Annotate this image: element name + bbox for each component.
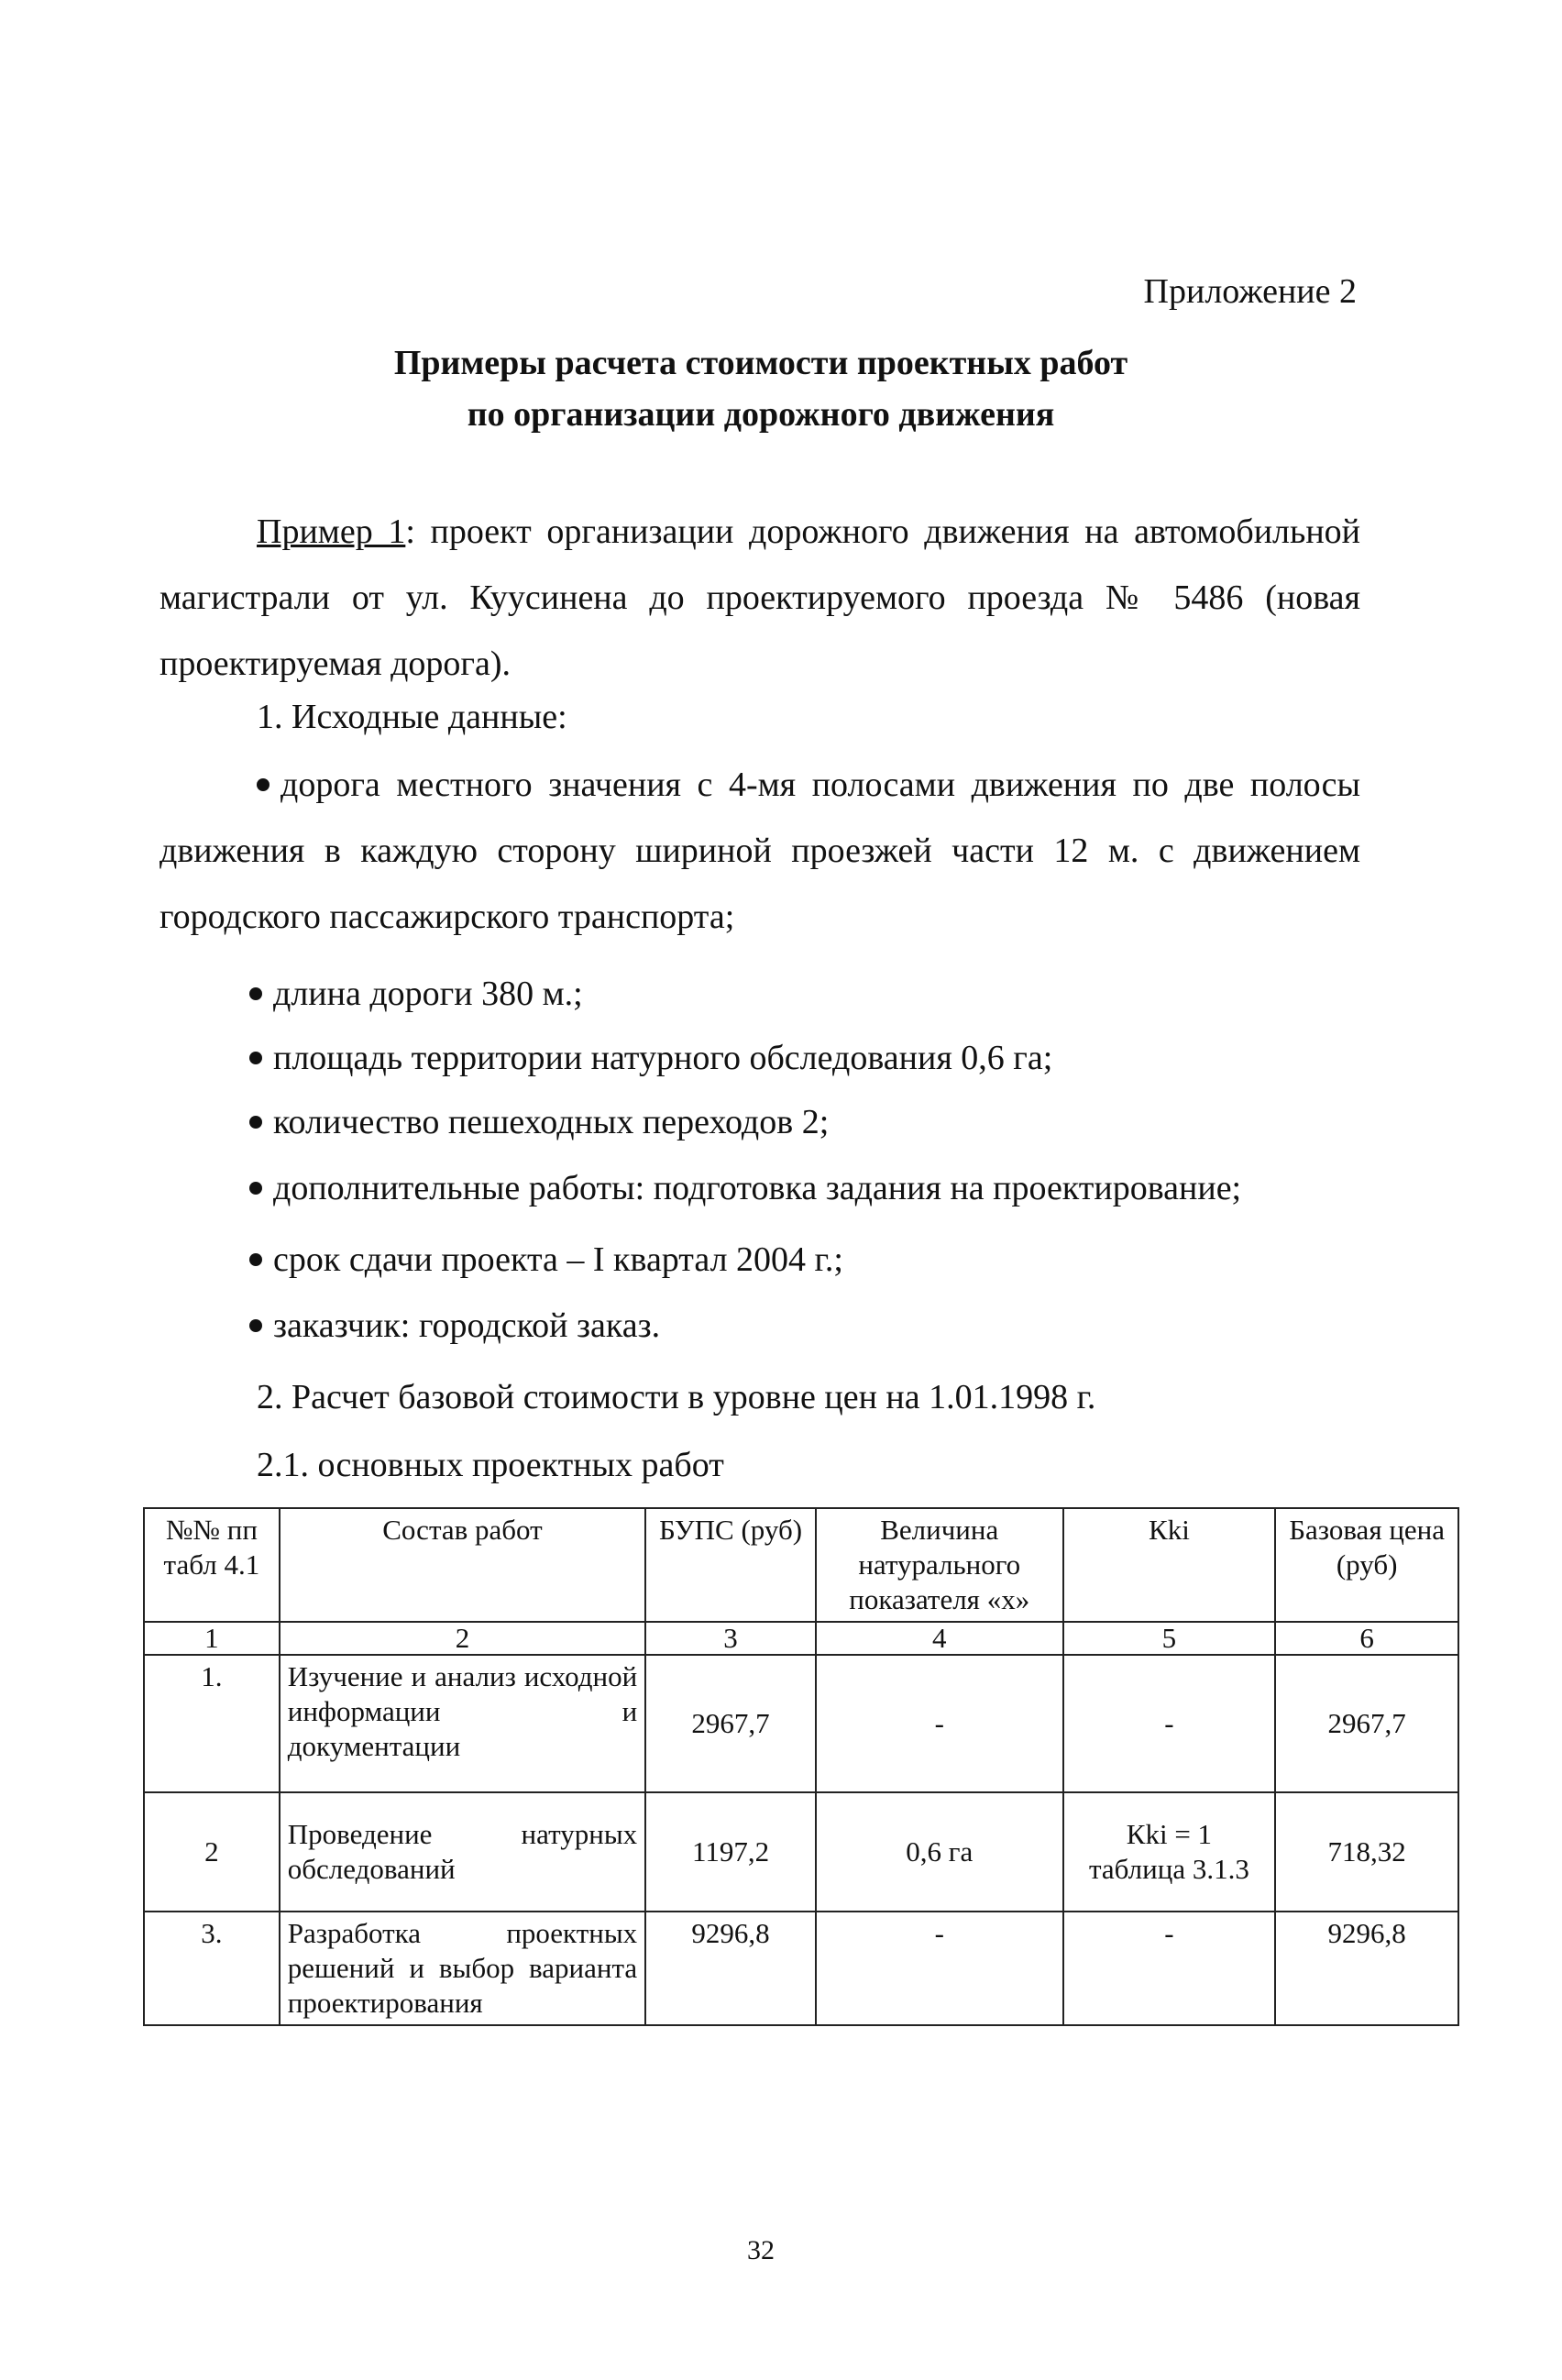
header-bups: БУПС (руб): [645, 1508, 816, 1622]
bullet-item: [249, 1161, 1360, 1216]
section-2-heading: 2. Расчет базовой стоимости в уровне цен на 1.01.1998 г.: [257, 1378, 1096, 1416]
row-coefficient-value: Кki = 1: [1126, 1818, 1213, 1850]
row-base-price: 9296,8: [1275, 1912, 1458, 2025]
bullet-item: [249, 1232, 1360, 1287]
table-row: [144, 1912, 1458, 2025]
row-work: Проведение натурных обследований: [280, 1792, 645, 1912]
header-work: Состав работ: [280, 1508, 645, 1622]
table-row: [144, 1792, 1458, 1912]
row-value: 0,6 га: [816, 1792, 1063, 1912]
row-base-price: 718,32: [1275, 1792, 1458, 1912]
row-coefficient-value: -: [1164, 1917, 1174, 1949]
bullet-item: [249, 1095, 1360, 1150]
bullet-text: площадь территории натурного обследования 0,6 га;: [273, 1039, 1053, 1077]
appendix-label: Приложение 2: [1143, 272, 1357, 311]
column-number: 5: [1063, 1622, 1276, 1655]
bullet-icon: [257, 778, 270, 791]
row-bups: 1197,2: [645, 1792, 816, 1912]
page-title: [0, 337, 1522, 440]
bullet-text: дорога местного значения с 4-мя полосами движения по две полосы движения в каждую сторону шириной проезжей части 12 м. с движением городского пассажирского транспорта;: [160, 766, 1360, 936]
row-coefficient-value: -: [1164, 1707, 1174, 1739]
table-header-row: [144, 1508, 1458, 1622]
bullet-item: [249, 1030, 1360, 1085]
bullet-icon: [249, 1052, 262, 1064]
bullet-text: дополнительные работы: подготовка задания на проектирование;: [273, 1169, 1242, 1207]
bullet-text: длина дороги 380 м.;: [273, 975, 583, 1013]
row-coefficient: [1063, 1655, 1276, 1792]
header-value: Величина натурального показателя «х»: [816, 1508, 1063, 1622]
table-row: [144, 1655, 1458, 1792]
bullet-icon: [249, 987, 262, 1000]
bullet-item: [160, 752, 1360, 950]
column-number: 4: [816, 1622, 1063, 1655]
column-number: 3: [645, 1622, 816, 1655]
bullet-icon: [249, 1253, 262, 1266]
row-number: 2: [144, 1792, 280, 1912]
header-base-price: Базовая цена (руб): [1275, 1508, 1458, 1622]
bullet-icon: [249, 1116, 262, 1129]
row-value: -: [816, 1655, 1063, 1792]
bullet-icon: [249, 1319, 262, 1332]
title-line-2: по организации дорожного движения: [467, 395, 1055, 434]
bullet-text: количество пешеходных переходов 2;: [273, 1103, 830, 1141]
row-value: -: [816, 1912, 1063, 2025]
example-text: : проект организации дорожного движения на автомобильной магистрали от ул. Куусинена до проектируемого проезда № 5486 (новая проектируемая дорога).: [160, 512, 1360, 683]
row-coefficient-source: таблица 3.1.3: [1088, 1853, 1249, 1885]
bullet-icon: [249, 1182, 262, 1195]
section-2-1-heading: 2.1. основных проектных работ: [257, 1446, 724, 1484]
header-coefficient: Кki: [1063, 1508, 1276, 1622]
bullet-text: заказчик: городской заказ.: [273, 1306, 661, 1345]
section-1-heading: 1. Исходные данные:: [257, 698, 567, 736]
bullet-item: [249, 1298, 1360, 1353]
row-number: 3.: [144, 1912, 280, 2025]
works-table: [143, 1507, 1459, 2026]
column-number: 2: [280, 1622, 645, 1655]
row-base-price: 2967,7: [1275, 1655, 1458, 1792]
header-number: №№ пп табл 4.1: [144, 1508, 280, 1622]
column-number: 1: [144, 1622, 280, 1655]
row-number: 1.: [144, 1655, 280, 1792]
column-numbers-row: [144, 1622, 1458, 1655]
row-bups: 2967,7: [645, 1655, 816, 1792]
row-coefficient: [1063, 1912, 1276, 2025]
row-bups: 9296,8: [645, 1912, 816, 2025]
bullet-text: срок сдачи проекта – I квартал 2004 г.;: [273, 1240, 843, 1279]
column-number: 6: [1275, 1622, 1458, 1655]
example-paragraph: [160, 499, 1360, 697]
page-number: 32: [747, 2235, 775, 2265]
bullet-item: [249, 966, 1360, 1021]
example-label: Пример 1: [257, 512, 406, 551]
row-work: Изучение и анализ исходной информации и документации: [280, 1655, 645, 1792]
row-coefficient: [1063, 1792, 1276, 1912]
row-work: Разработка проектных решений и выбор варианта проектирования: [280, 1912, 645, 2025]
title-line-1: Примеры расчета стоимости проектных работ: [393, 344, 1128, 382]
